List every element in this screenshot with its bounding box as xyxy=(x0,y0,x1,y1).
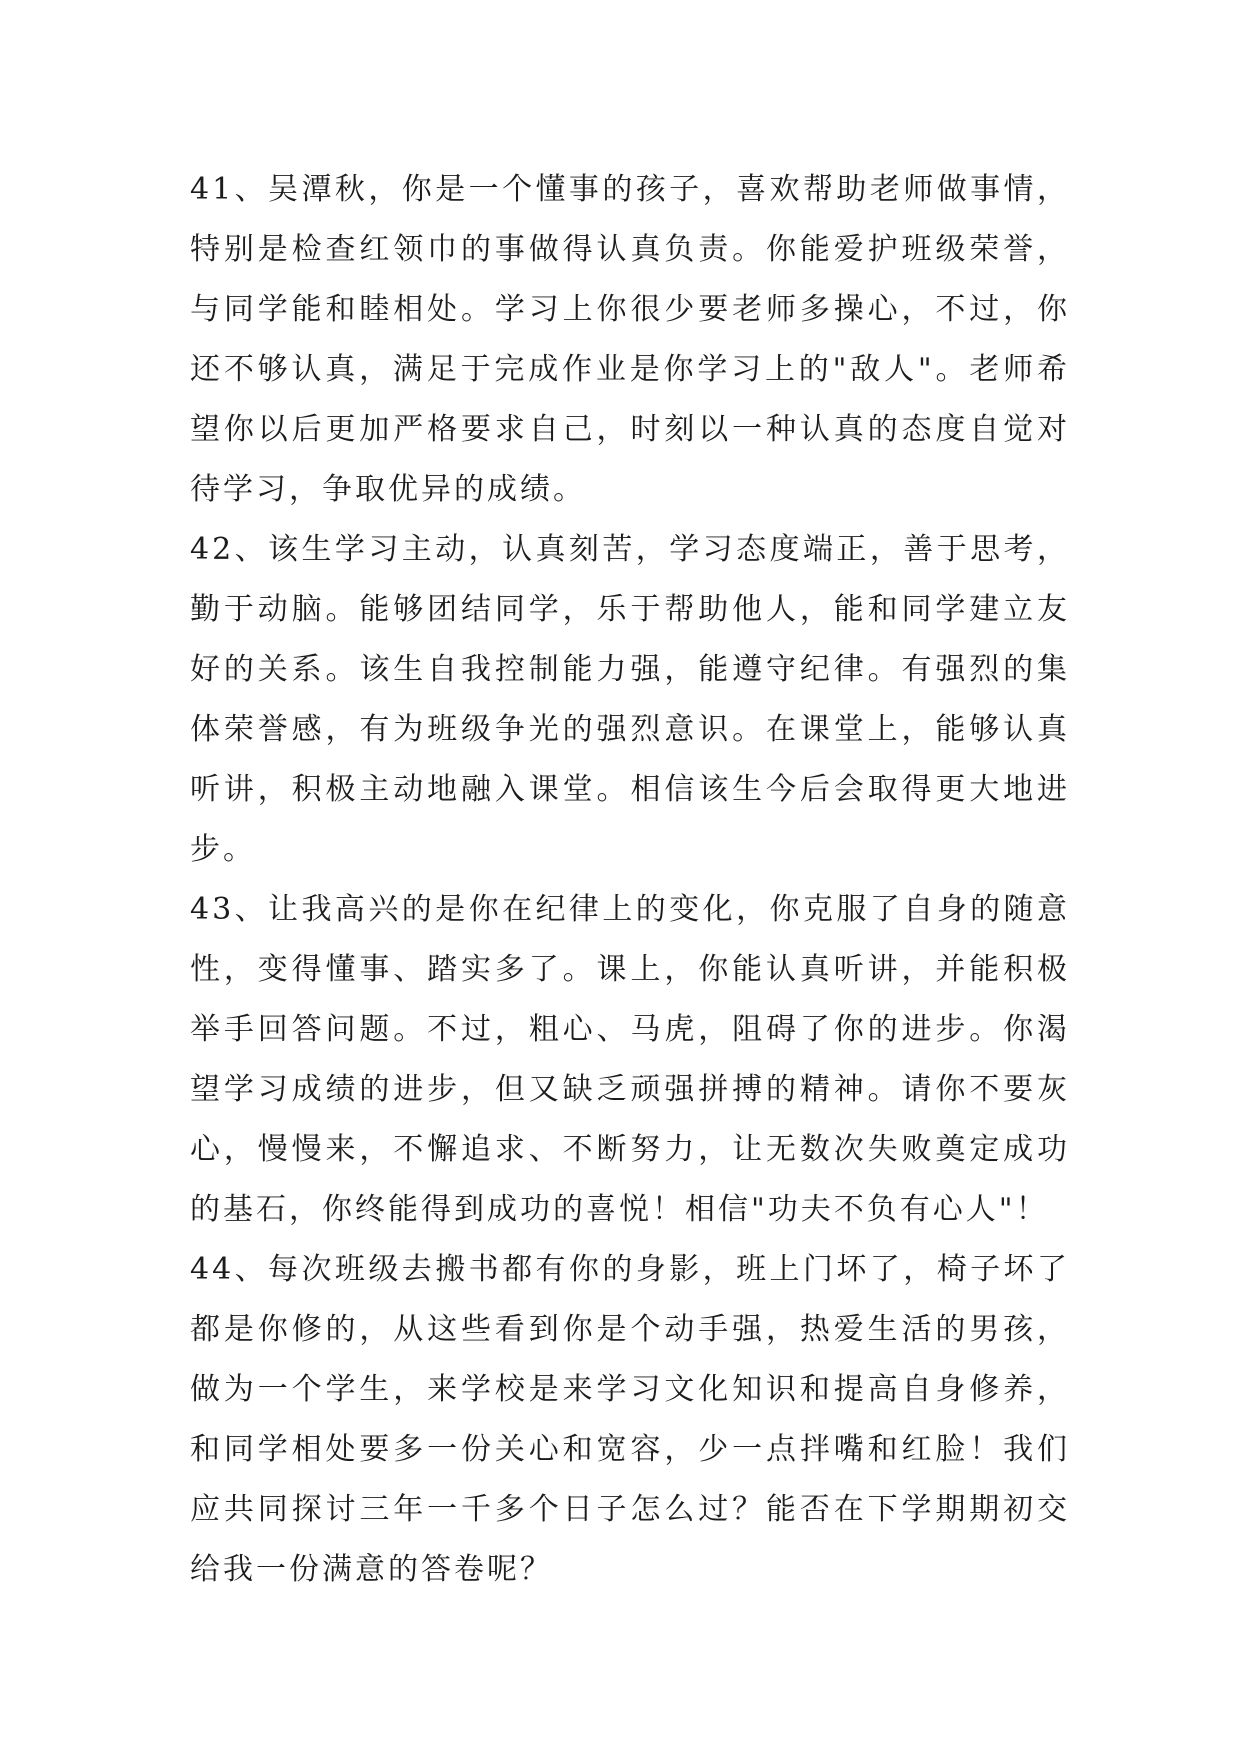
document-body xyxy=(190,160,1070,1600)
comment-paragraph-44: 44、每次班级去搬书都有你的身影，班上门坏了，椅子坏了都是你修的，从这些看到你是个动手强，热爱生活的男孩，做为一个学生，来学校是来学习文化知识和提高自身修养，和同学相处要多一份关心和宽容，少一点拌嘴和红脸！我们应共同探讨三年一千多个日子怎么过？能否在下学期期初交给我一份满意的答卷呢？ xyxy=(190,1252,1070,1587)
comment-paragraph-41: 41、吴潭秋，你是一个懂事的孩子，喜欢帮助老师做事情，特别是检查红领巾的事做得认真负责。你能爱护班级荣誉，与同学能和睦相处。学习上你很少要老师多操心，不过，你还不够认真，满足于完成作业是你学习上的"敌人"。老师希望你以后更加严格要求自己，时刻以一种认真的态度自觉对待学习，争取优异的成绩。 xyxy=(190,172,1070,507)
comment-paragraph-43: 43、让我高兴的是你在纪律上的变化，你克服了自身的随意性，变得懂事、踏实多了。课上，你能认真听讲，并能积极举手回答问题。不过，粗心、马虎，阻碍了你的进步。你渴望学习成绩的进步，但又缺乏顽强拼搏的精神。请你不要灰心，慢慢来，不懈追求、不断努力，让无数次失败奠定成功的基石，你终能得到成功的喜悦！相信"功夫不负有心人"！ xyxy=(190,892,1070,1227)
comment-paragraph-42: 42、该生学习主动，认真刻苦，学习态度端正，善于思考，勤于动脑。能够团结同学，乐于帮助他人，能和同学建立友好的关系。该生自我控制能力强，能遵守纪律。有强烈的集体荣誉感，有为班级争光的强烈意识。在课堂上，能够认真听讲，积极主动地融入课堂。相信该生今后会取得更大地进步。 xyxy=(190,532,1070,867)
